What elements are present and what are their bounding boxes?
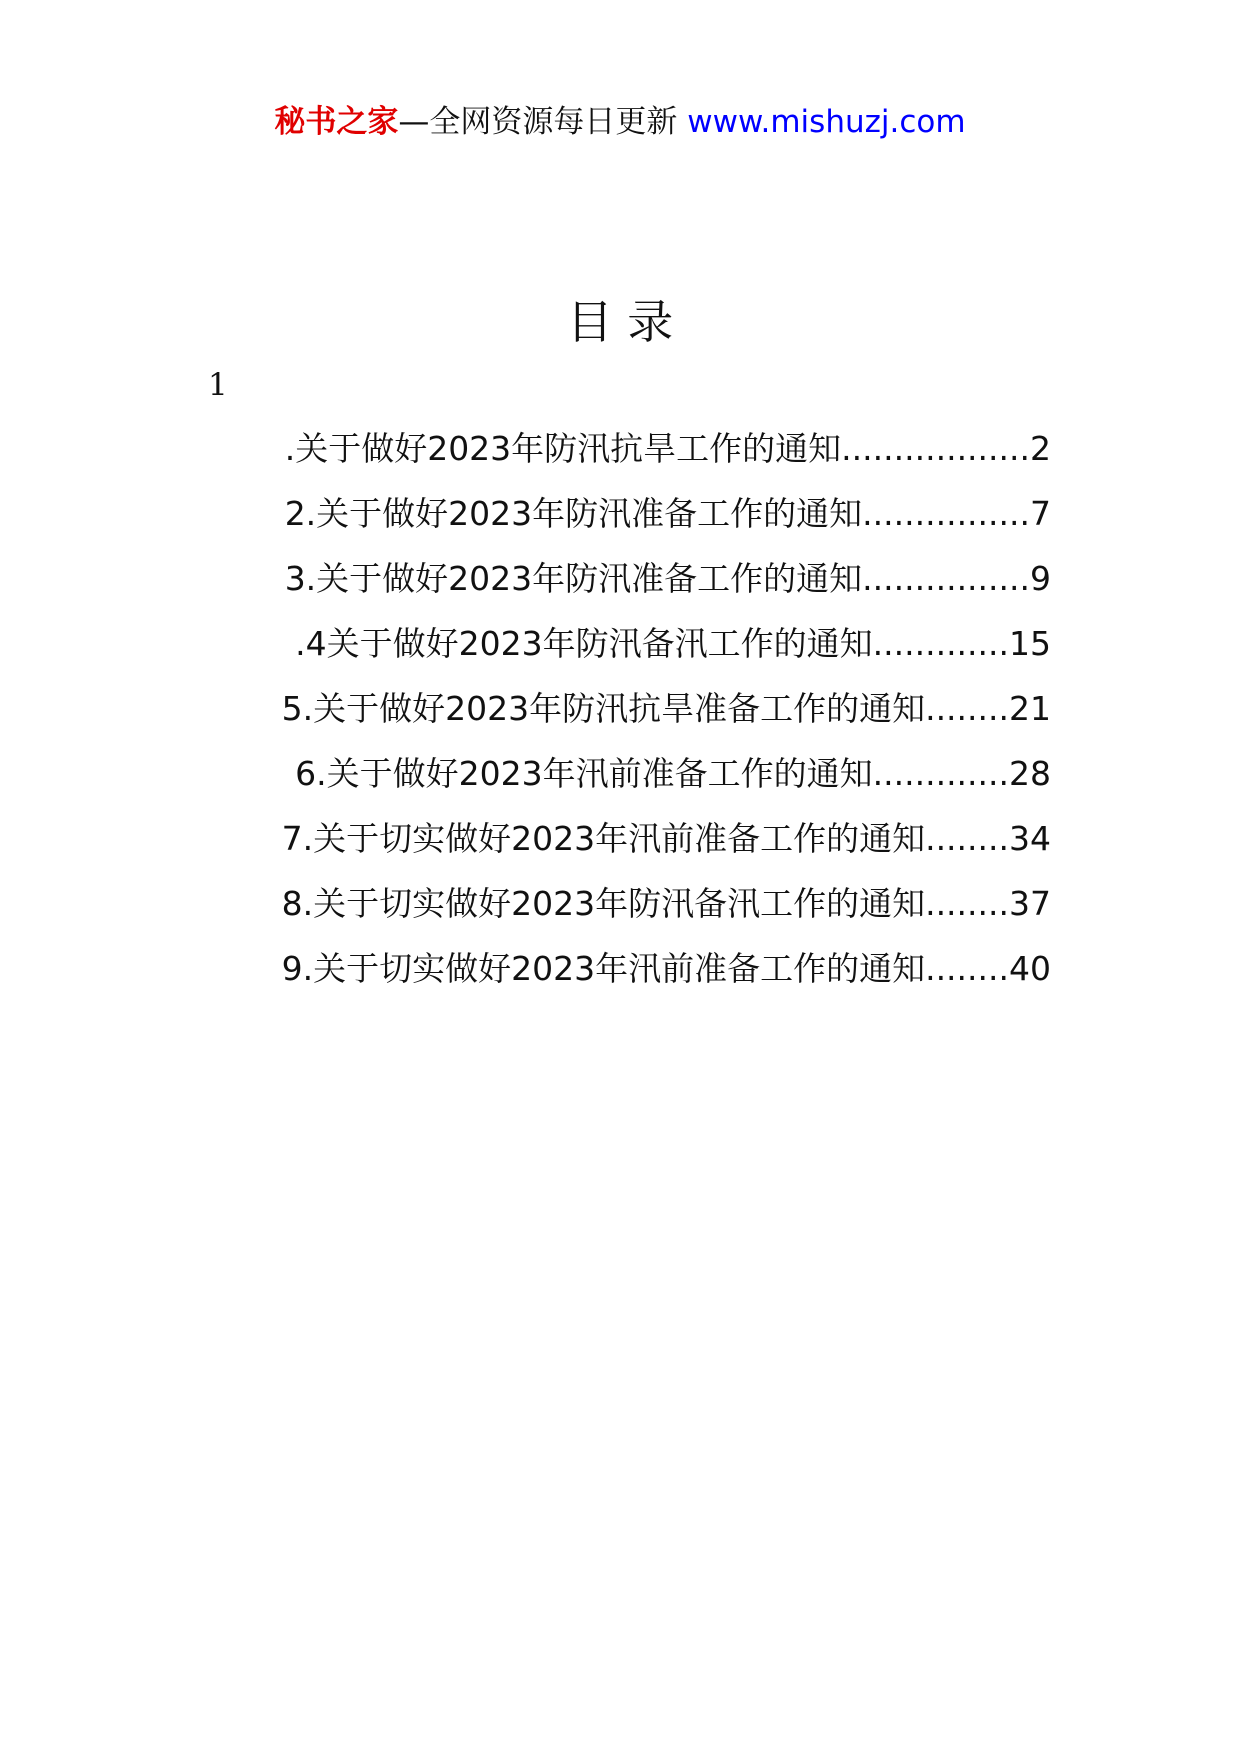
toc-entry-text: 5.关于做好2023年防汛抗旱准备工作的通知........21 — [281, 689, 1051, 728]
toc-entry[interactable] — [0, 685, 1240, 750]
toc-entry-text: 6.关于做好2023年汛前准备工作的通知.............28 — [295, 754, 1051, 793]
toc-entry-text: 7.关于切实做好2023年汛前准备工作的通知........34 — [281, 819, 1051, 858]
toc-entry[interactable] — [0, 620, 1240, 685]
site-url-link[interactable]: www.mishuzj.com — [687, 104, 966, 140]
toc-entry-text: 8.关于切实做好2023年防汛备汛工作的通知........37 — [281, 884, 1051, 923]
toc-entry-text: 9.关于切实做好2023年汛前准备工作的通知........40 — [281, 949, 1051, 988]
toc-entry-text: .关于做好2023年防汛抗旱工作的通知..................2 — [284, 429, 1051, 468]
table-of-contents — [0, 425, 1240, 1010]
toc-entry[interactable] — [0, 945, 1240, 1010]
page-number: 1 — [208, 367, 228, 403]
toc-entry[interactable] — [0, 425, 1240, 490]
header-tagline: —全网资源每日更新 — [398, 104, 688, 140]
toc-entry[interactable] — [0, 815, 1240, 880]
toc-entry-text: 2.关于做好2023年防汛准备工作的通知................7 — [284, 494, 1051, 533]
brand-name: 秘书之家 — [274, 104, 399, 140]
toc-entry-text: 3.关于做好2023年防汛准备工作的通知................9 — [284, 559, 1051, 598]
toc-entry[interactable] — [0, 490, 1240, 555]
site-header — [0, 100, 1240, 144]
toc-entry[interactable] — [0, 880, 1240, 945]
toc-entry[interactable] — [0, 750, 1240, 815]
toc-entry-text: .4关于做好2023年防汛备汛工作的通知.............15 — [295, 624, 1051, 663]
toc-title: 目 录 — [566, 295, 674, 349]
toc-entry[interactable] — [0, 555, 1240, 620]
